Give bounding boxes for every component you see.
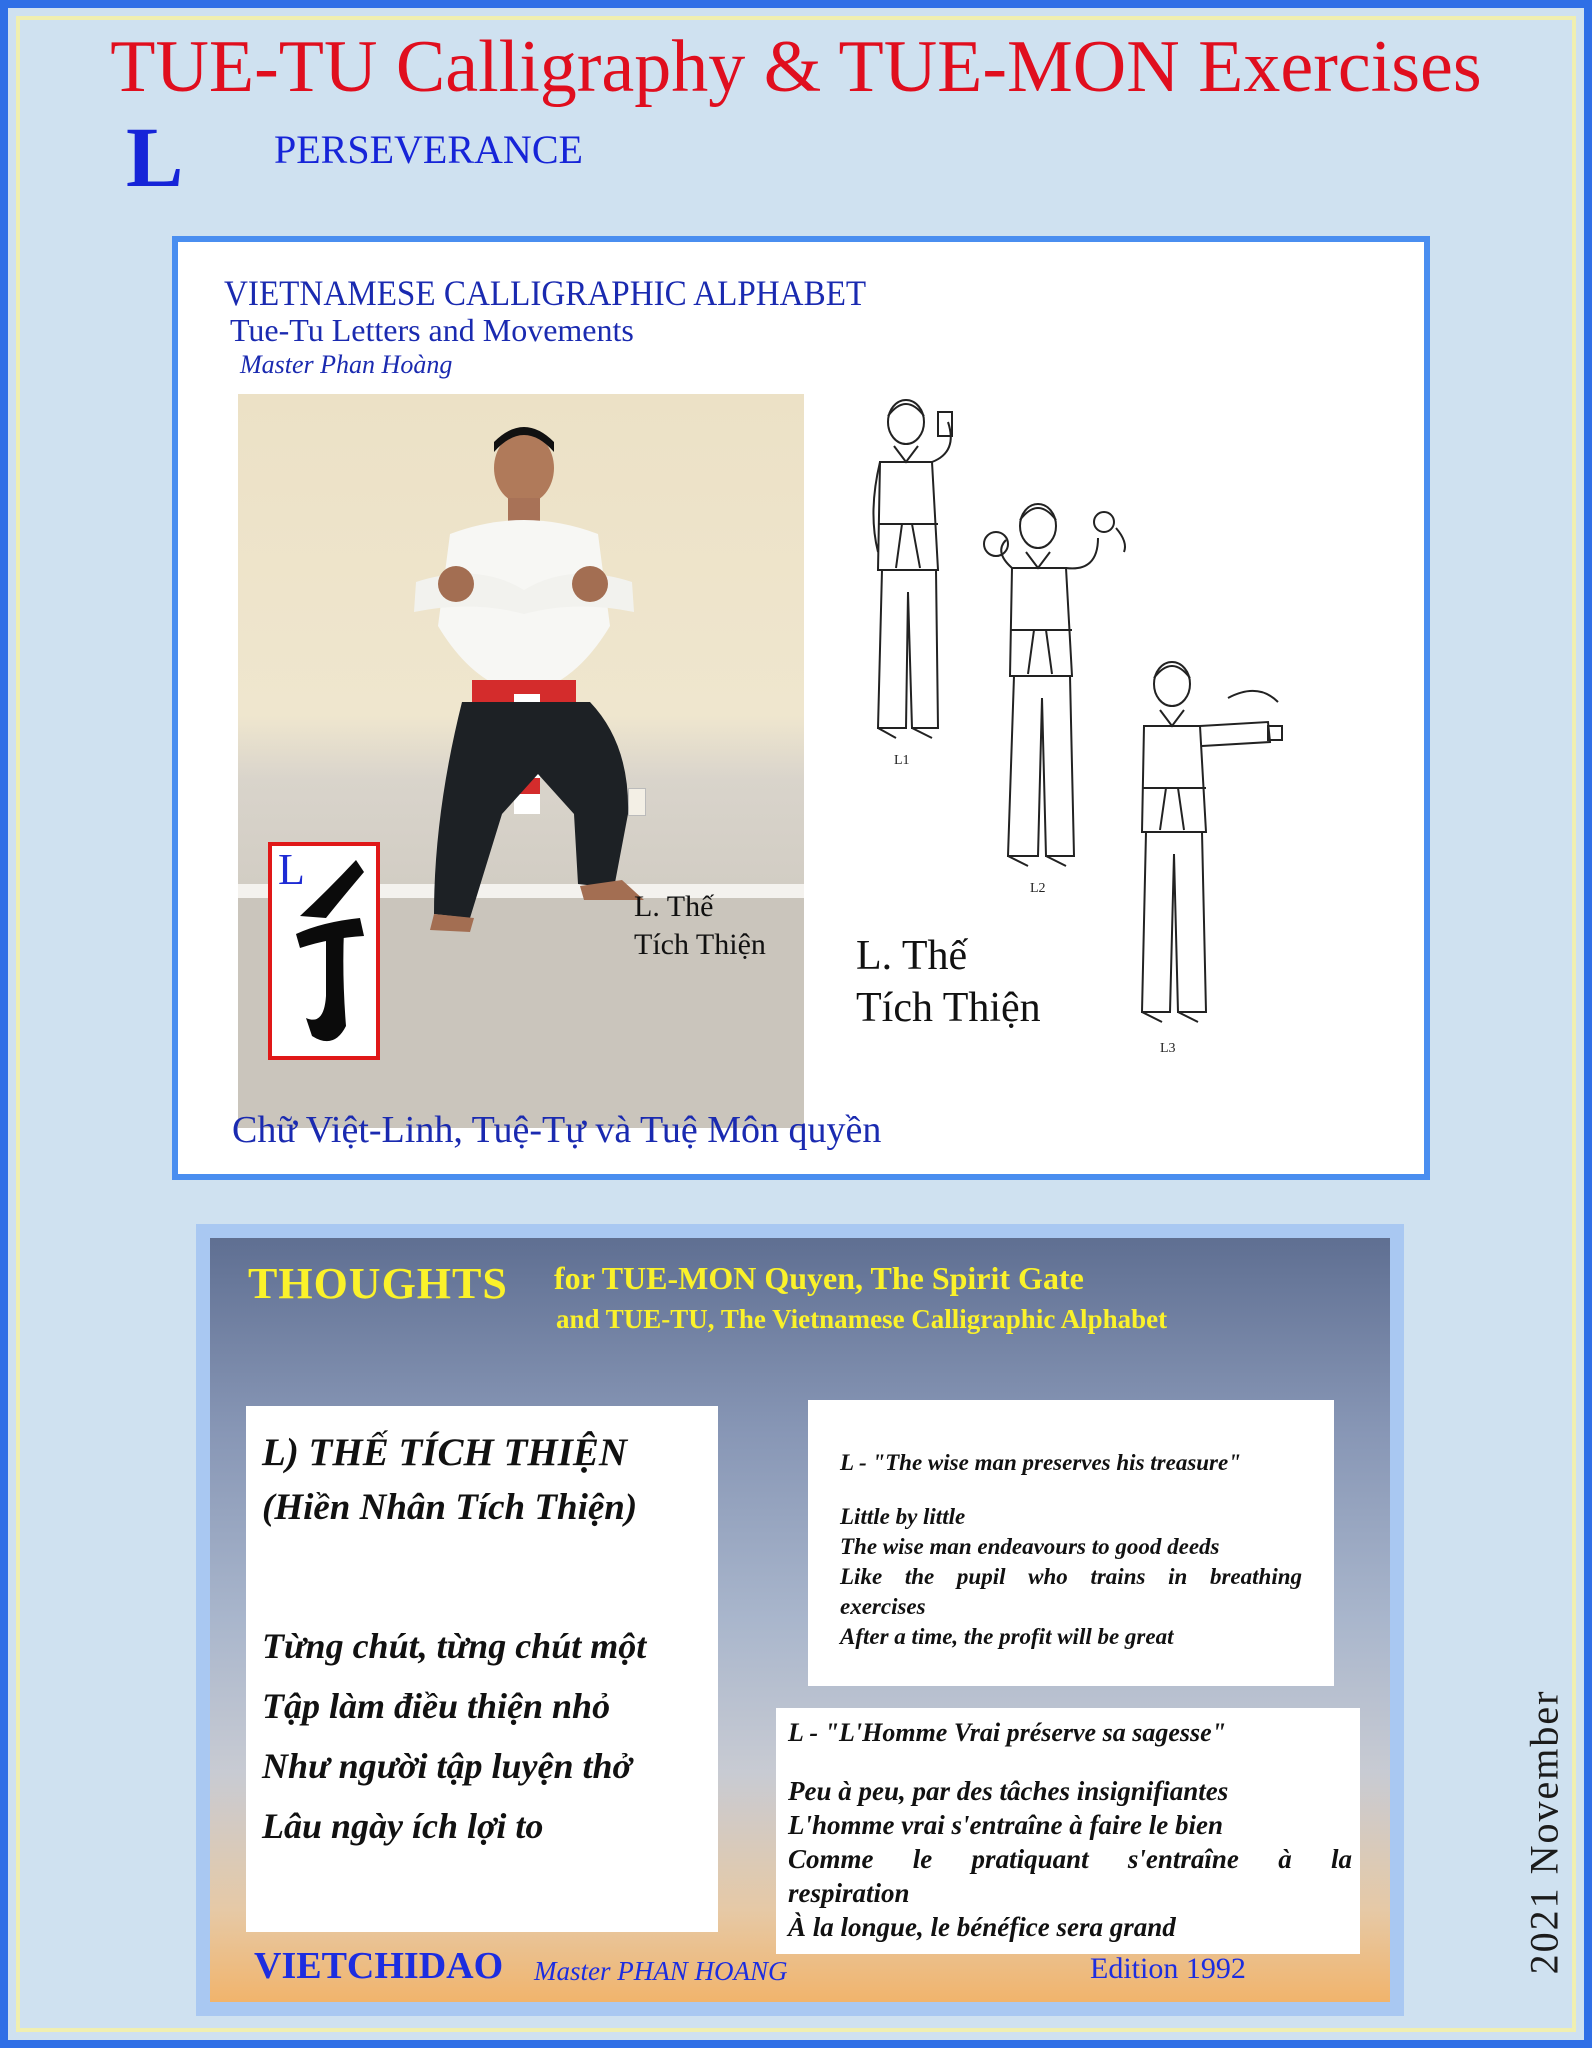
calligraphy-glyph (272, 846, 376, 1056)
drawing-caption (856, 930, 1041, 1034)
thoughts-heading: THOUGHTS (248, 1259, 508, 1308)
master-signature: Master Phan Hoàng (240, 350, 453, 379)
side-date: 2021 November (1521, 1689, 1567, 1975)
french-line: Comme le pratiquant s'entraîne à la (788, 1844, 1352, 1874)
french-line: respiration (788, 1878, 910, 1908)
vietnamese-footer: Chữ Việt-Linh, Tuệ-Tự và Tuệ Môn quyền (232, 1109, 882, 1151)
english-heading: L - "The wise man preserves his treasure" (840, 1450, 1241, 1475)
french-line: Peu à peu, par des tâches insignifiantes (788, 1776, 1229, 1806)
calligraphy-panel (172, 236, 1430, 1180)
master-signature-footer: Master PHAN HOANG (534, 1956, 788, 1986)
french-text-box (776, 1708, 1360, 1954)
french-line: L'homme vrai s'entraîne à faire le bien (788, 1810, 1223, 1840)
english-line: Little by little (840, 1504, 966, 1529)
english-text-box (808, 1400, 1334, 1686)
master-photo (238, 394, 804, 961)
english-line: Like the pupil who trains in breathing (840, 1564, 1302, 1589)
poem-title: L) THẾ TÍCH THIỆN (262, 1431, 628, 1474)
calligraphy-letter-label: L (278, 845, 305, 894)
french-line: À la longue, le bénéfice sera grand (788, 1912, 1176, 1942)
vietnamese-poem-box (246, 1406, 718, 1932)
drawing-label-l3: L3 (1160, 1041, 1176, 1056)
thoughts-line2: and TUE-TU, The Vietnamese Calligraphic Alphabet (556, 1304, 1168, 1334)
calligraphy-letter-box (268, 842, 380, 1060)
subtitle: PERSEVERANCE (274, 127, 583, 172)
english-line: After a time, the profit will be great (840, 1624, 1174, 1649)
poem-subtitle: (Hiền Nhân Tích Thiện) (262, 1487, 638, 1528)
drawing-label-l1: L1 (894, 753, 910, 768)
photo-caption (634, 888, 766, 964)
photo-caption-line2: Tích Thiện (634, 928, 766, 961)
letters-heading: Tue-Tu Letters and Movements (230, 312, 634, 348)
vietchidao-logo: VIETCHIDAO (254, 1945, 504, 1987)
poem-line: Từng chút, từng chút một (262, 1626, 647, 1666)
poem-line: Như người tập luyện thở (262, 1746, 632, 1786)
poem-line: Tập làm điều thiện nhỏ (262, 1686, 611, 1726)
poem-line: Lâu ngày ích lợi to (262, 1806, 544, 1846)
english-line: The wise man endeavours to good deeds (840, 1534, 1220, 1559)
main-title: TUE-TU Calligraphy & TUE-MON Exercises (110, 26, 1482, 108)
drawing-caption-line2: Tích Thiện (856, 985, 1041, 1031)
drawing-label-l2: L2 (1030, 881, 1046, 896)
thoughts-panel (196, 1224, 1404, 2016)
english-line: exercises (840, 1594, 926, 1619)
photo-caption-line1: L. Thế (634, 890, 714, 923)
drawing-caption-line1: L. Thế (856, 933, 968, 979)
french-heading: L - "L'Homme Vrai préserve sa sagesse" (788, 1718, 1227, 1747)
alphabet-heading: VIETNAMESE CALLIGRAPHIC ALPHABET (224, 273, 867, 313)
thoughts-line1: for TUE-MON Quyen, The Spirit Gate (554, 1260, 1084, 1296)
edition-label: Edition 1992 (1090, 1952, 1246, 1985)
letter-heading: L (126, 109, 184, 205)
